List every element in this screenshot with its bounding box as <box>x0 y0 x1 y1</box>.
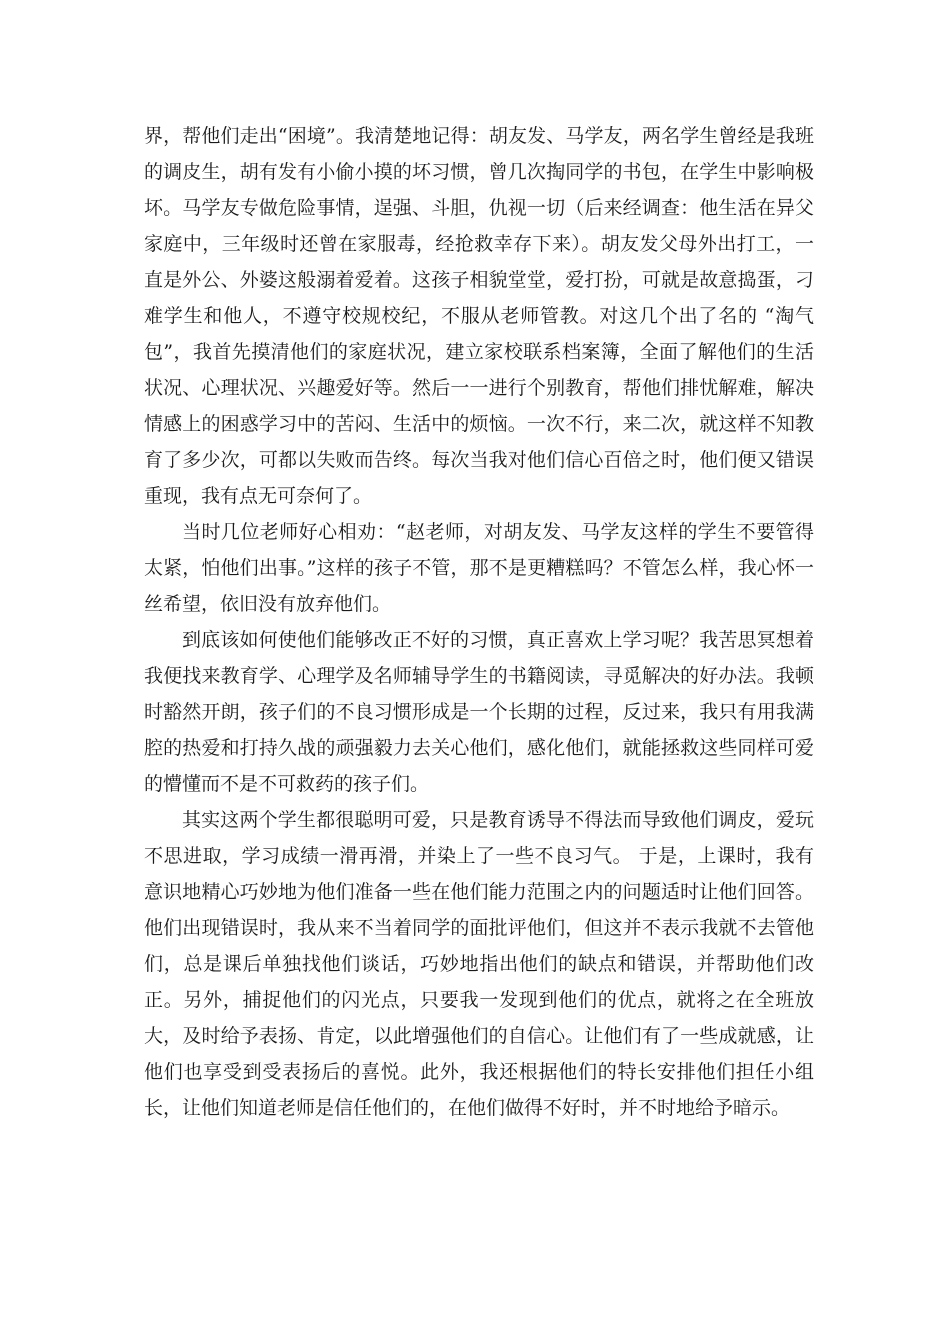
paragraph-3: 到底该如何使他们能够改正不好的习惯，真正喜欢上学习呢？我苦思冥想着我便找来教育学、心理学及名师辅导学生的书籍阅读，寻觅解决的好办法。我顿时豁然开朗，孩子们的不良习惯形成是一个长期的过程，反过来，我只有用我满腔的热爱和打持久战的顽强毅力去关心他们，感化他们，就能拯救这些同样可爱的懵懂而不是不可救药的孩子们。 <box>144 629 814 795</box>
document-body <box>144 118 814 1126</box>
paragraph-2: 当时几位老师好心相劝：“赵老师，对胡友发、马学友这样的学生不要管得太紧，怕他们出事。”这样的孩子不管，那不是更糟糕吗？不管怎么样，我心怀一丝希望，依旧没有放弃他们。 <box>144 521 814 615</box>
paragraph-4: 其实这两个学生都很聪明可爱，只是教育诱导不得法而导致他们调皮，爱玩不思进取，学习成绩一滑再滑，并染上了一些不良习气。 于是，上课时，我有意识地精心巧妙地为他们准备一些在他们能力范围之内的问题适时让他们回答。他们出现错误时，我从来不当着同学的面批评他们，但这并不表示我就不去管他们，总是课后单独找他们谈话，巧妙地指出他们的缺点和错误，并帮助他们改正。另外，捕捉他们的闪光点，只要我一发现到他们的优点，就将之在全班放大，及时给予表扬、肯定，以此增强他们的自信心。让他们有了一些成就感，让他们也享受到受表扬后的喜悦。此外，我还根据他们的特长安排他们担任小组长，让他们知道老师是信任他们的，在他们做得不好时，并不时地给予暗示。 <box>144 809 814 1119</box>
paragraph-1: 界，帮他们走出“困境”。我清楚地记得：胡友发、马学友，两名学生曾经是我班的调皮生，胡有发有小偷小摸的坏习惯，曾几次掏同学的书包，在学生中影响极坏。马学友专做危险事情，逞强、斗胆，仇视一切（后来经调查：他生活在异父家庭中，三年级时还曾在家服毒，经抢救幸存下来）。胡友发父母外出打工，一直是外公、外婆这般溺着爱着。这孩子相貌堂堂，爱打扮，可就是故意捣蛋，刁难学生和他人，不遵守校规校纪，不服从老师管教。对这几个出了名的 “淘气包”，我首先摸清他们的家庭状况，建立家校联系档案簿，全面了解他们的生活状况、心理状况、兴趣爱好等。然后一一进行个别教育，帮他们排忧解难，解决情感上的困惑学习中的苦闷、生活中的烦恼。一次不行，来二次，就这样不知教育了多少次，可都以失败而告终。每次当我对他们信心百倍之时，他们便又错误重现，我有点无可奈何了。 <box>144 125 814 507</box>
